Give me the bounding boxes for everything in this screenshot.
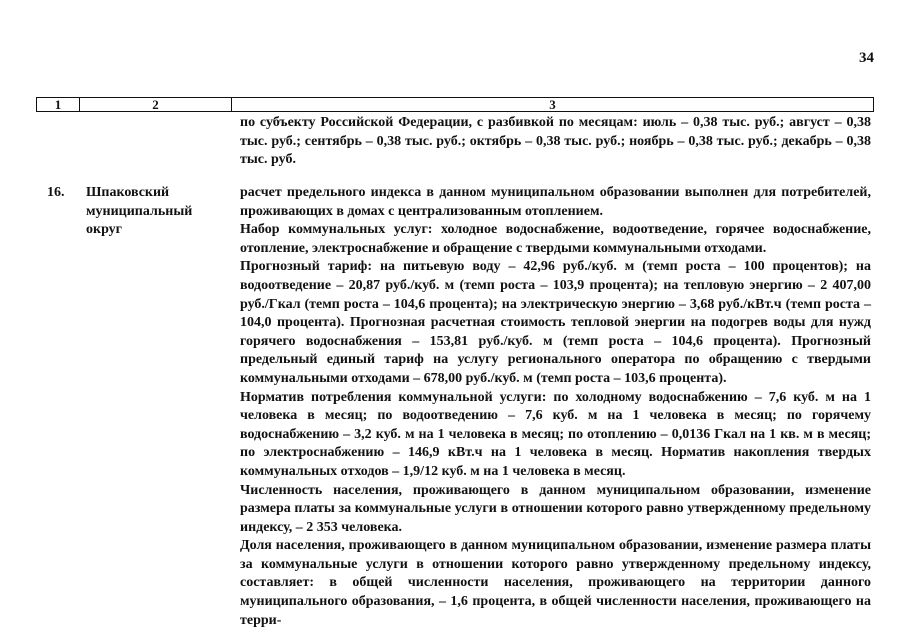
paragraph-tariffs: Прогнозный тариф: на питьевую воду – 42,96 руб./куб. м (темп роста – 100 процентов); на водоотведение – 20,87 руб./куб. м (темп роста – 103,9 процента); на тепловую энергию – 2 407,00 руб./Гкал (темп роста – 104,6 процента); на электрическую энергию – 3,68 руб./кВт.ч (темп роста – 104,0 процента). Прогнозная расчетная стоимость тепловой энергии на подогрев воды для нужд горячего водоснабжения – 153,81 руб./куб. м (темп роста – 104,6 процента). Прогнозный предельный единый тариф на услугу регионального оператора по обращению с твердыми коммунальными отходами – 678,00 руб./куб. м (темп роста – 103,6 процента). bbox=[240, 259, 871, 386]
paragraph-population: Численность населения, проживающего в данном муниципальном образовании, изменение размера платы за коммунальные услуги в отношении которого равно утвержденному предельному индексу, – 2 353 человека. bbox=[240, 482, 871, 535]
page-number: 34 bbox=[859, 50, 874, 66]
paragraph-population-share: Доля населения, проживающего в данном муниципальном образовании, изменение размера платы за коммунальные услуги в отношении которого равно утвержденному предельному индексу, составляет: в общей численности населения, проживающего на территории данного муниципального образования, – 1,6 процента, в общей численности населения, проживающего на терри- bbox=[240, 538, 871, 628]
paragraph-services: Набор коммунальных услуг: холодное водоснабжение, водоотведение, горячее водоснабжение, отопление, электроснабжение и обращение с твердыми коммунальными отходами. bbox=[240, 222, 871, 256]
continuation-text bbox=[240, 114, 871, 170]
header-col-2: 2 bbox=[80, 98, 232, 111]
municipality-name: Шпаковский муниципальный округ bbox=[86, 185, 193, 238]
paragraph-norms: Норматив потребления коммунальной услуги: по холодному водоснабжению – 7,6 куб. м на 1 человека в месяц; по водоотведению – 7,6 куб. м на 1 человека в месяц; по горячему водоснабжению – 3,2 куб. м на 1 человека в месяц; по отоплению – 0,0136 Гкал на 1 кв. м в месяц; по электроснабжению – 146,9 кВт.ч на 1 человека в месяц. Норматив накопления твердых коммунальных отходов – 1,9/12 куб. м на 1 человека в месяц. bbox=[240, 389, 871, 479]
row-description bbox=[240, 184, 871, 630]
header-col-1: 1 bbox=[37, 98, 80, 111]
continuation-paragraph: по субъекту Российской Федерации, с разбивкой по месяцам: июль – 0,38 тыс. руб.; август – 0,38 тыс. руб.; сентябрь – 0,38 тыс. руб.; октябрь – 0,38 тыс. руб.; ноябрь – 0,38 тыс. руб.; декабрь – 0,38 тыс. руб. bbox=[240, 115, 871, 168]
header-col-3: 3 bbox=[549, 97, 556, 112]
table-header-row bbox=[36, 97, 874, 112]
paragraph-heating-note: расчет предельного индекса в данном муниципальном образовании выполнен для потребителей, проживающих в домах с централизованным отоплением. bbox=[240, 185, 871, 219]
row-number: 16. bbox=[47, 185, 65, 200]
